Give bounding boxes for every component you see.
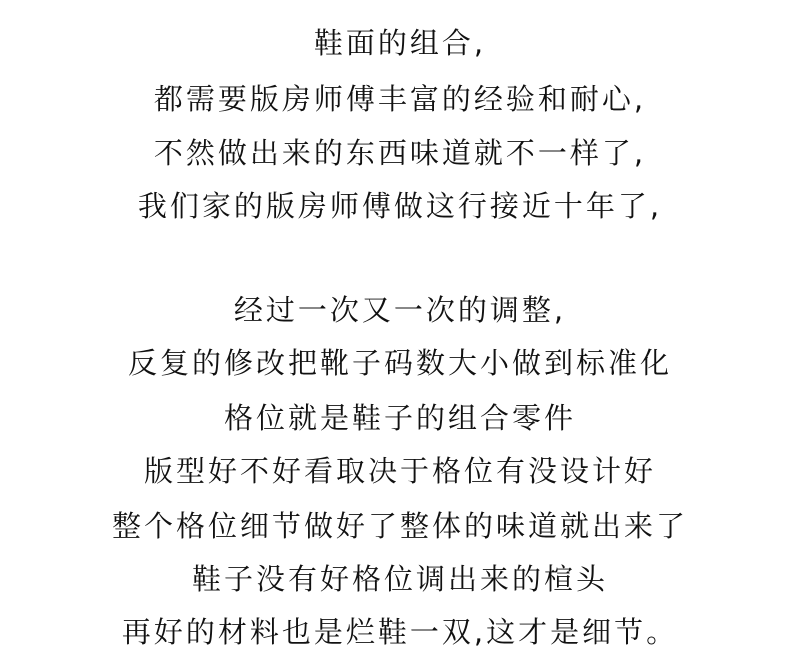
text-line: 经过一次又一次的调整, xyxy=(233,293,567,327)
text-line: 再好的材料也是烂鞋一双,这才是细节。 xyxy=(121,615,679,649)
text-line: 我们家的版房师傅做这行接近十年了, xyxy=(137,189,663,223)
text-line: 格位就是鞋子的组合零件 xyxy=(223,401,576,435)
text-line: 不然做出来的东西味道就不一样了, xyxy=(153,136,647,170)
text-line: 鞋子没有好格位调出来的楦头 xyxy=(191,562,608,596)
text-line: 反复的修改把靴子码数大小做到标准化 xyxy=(127,346,672,380)
text-line: 版型好不好看取决于格位有没设计好 xyxy=(143,454,656,488)
text-line: 鞋面的组合, xyxy=(313,26,487,60)
text-line: 都需要版房师傅丰富的经验和耐心, xyxy=(153,82,647,116)
text-line: 整个格位细节做好了整体的味道就出来了 xyxy=(111,509,688,543)
